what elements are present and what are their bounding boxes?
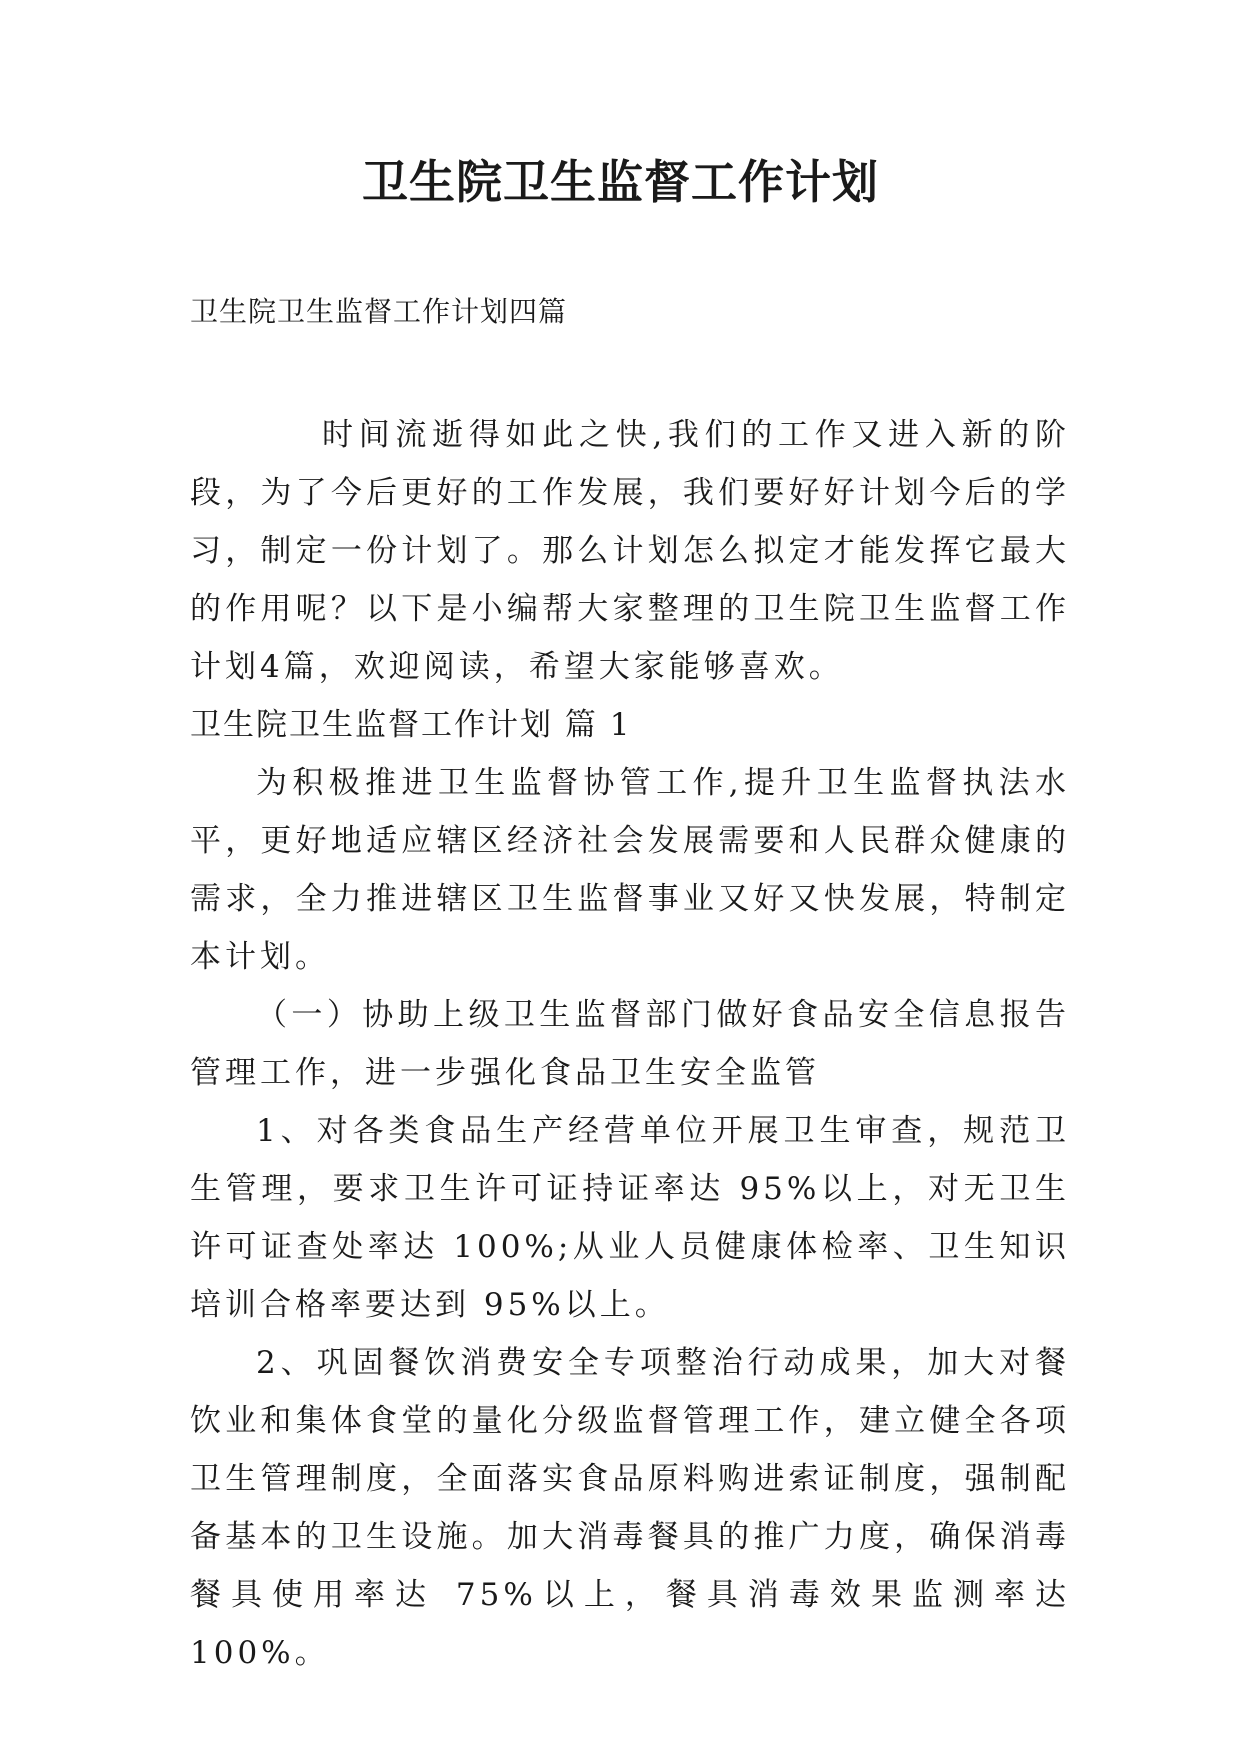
intro-paragraph: 时间流逝得如此之快,我们的工作又进入新的阶段，为了今后更好的工作发展，我们要好好计划今后的学习，制定一份计划了。那么计划怎么拟定才能发挥它最大的作用呢？以下是小编帮大家整理的卫生院卫生监督工作计划4篇，欢迎阅读，希望大家能够喜欢。: [190, 417, 1070, 685]
document-subtitle: 卫生院卫生监督工作计划四篇: [190, 295, 568, 328]
item-1-paragraph: 1、对各类食品生产经营单位开展卫生审查，规范卫生管理，要求卫生许可证持证率达 95%以上，对无卫生许可证查处率达 100%;从业人员健康体检率、卫生知识培训合格率要达到 95%以上。: [190, 1113, 1070, 1323]
subsection-heading: （一）协助上级卫生监督部门做好食品安全信息报告管理工作，进一步强化食品卫生安全监管: [190, 997, 1070, 1091]
item-2-paragraph: 2、巩固餐饮消费安全专项整治行动成果，加大对餐饮业和集体食堂的量化分级监督管理工作，建立健全各项卫生管理制度，全面落实食品原料购进索证制度，强制配备基本的卫生设施。加大消毒餐具的推广力度，确保消毒餐具使用率达 75%以上，餐具消毒效果监测率达 100%。: [190, 1345, 1070, 1671]
document-body: [190, 406, 1070, 1682]
document-title: 卫生院卫生监督工作计划: [362, 155, 879, 209]
section-intro-paragraph: 为积极推进卫生监督协管工作,提升卫生监督执法水平，更好地适应辖区经济社会发展需要和人民群众健康的需求，全力推进辖区卫生监督事业又好又快发展，特制定本计划。: [190, 765, 1070, 975]
section-heading: 卫生院卫生监督工作计划 篇 1: [190, 707, 632, 743]
